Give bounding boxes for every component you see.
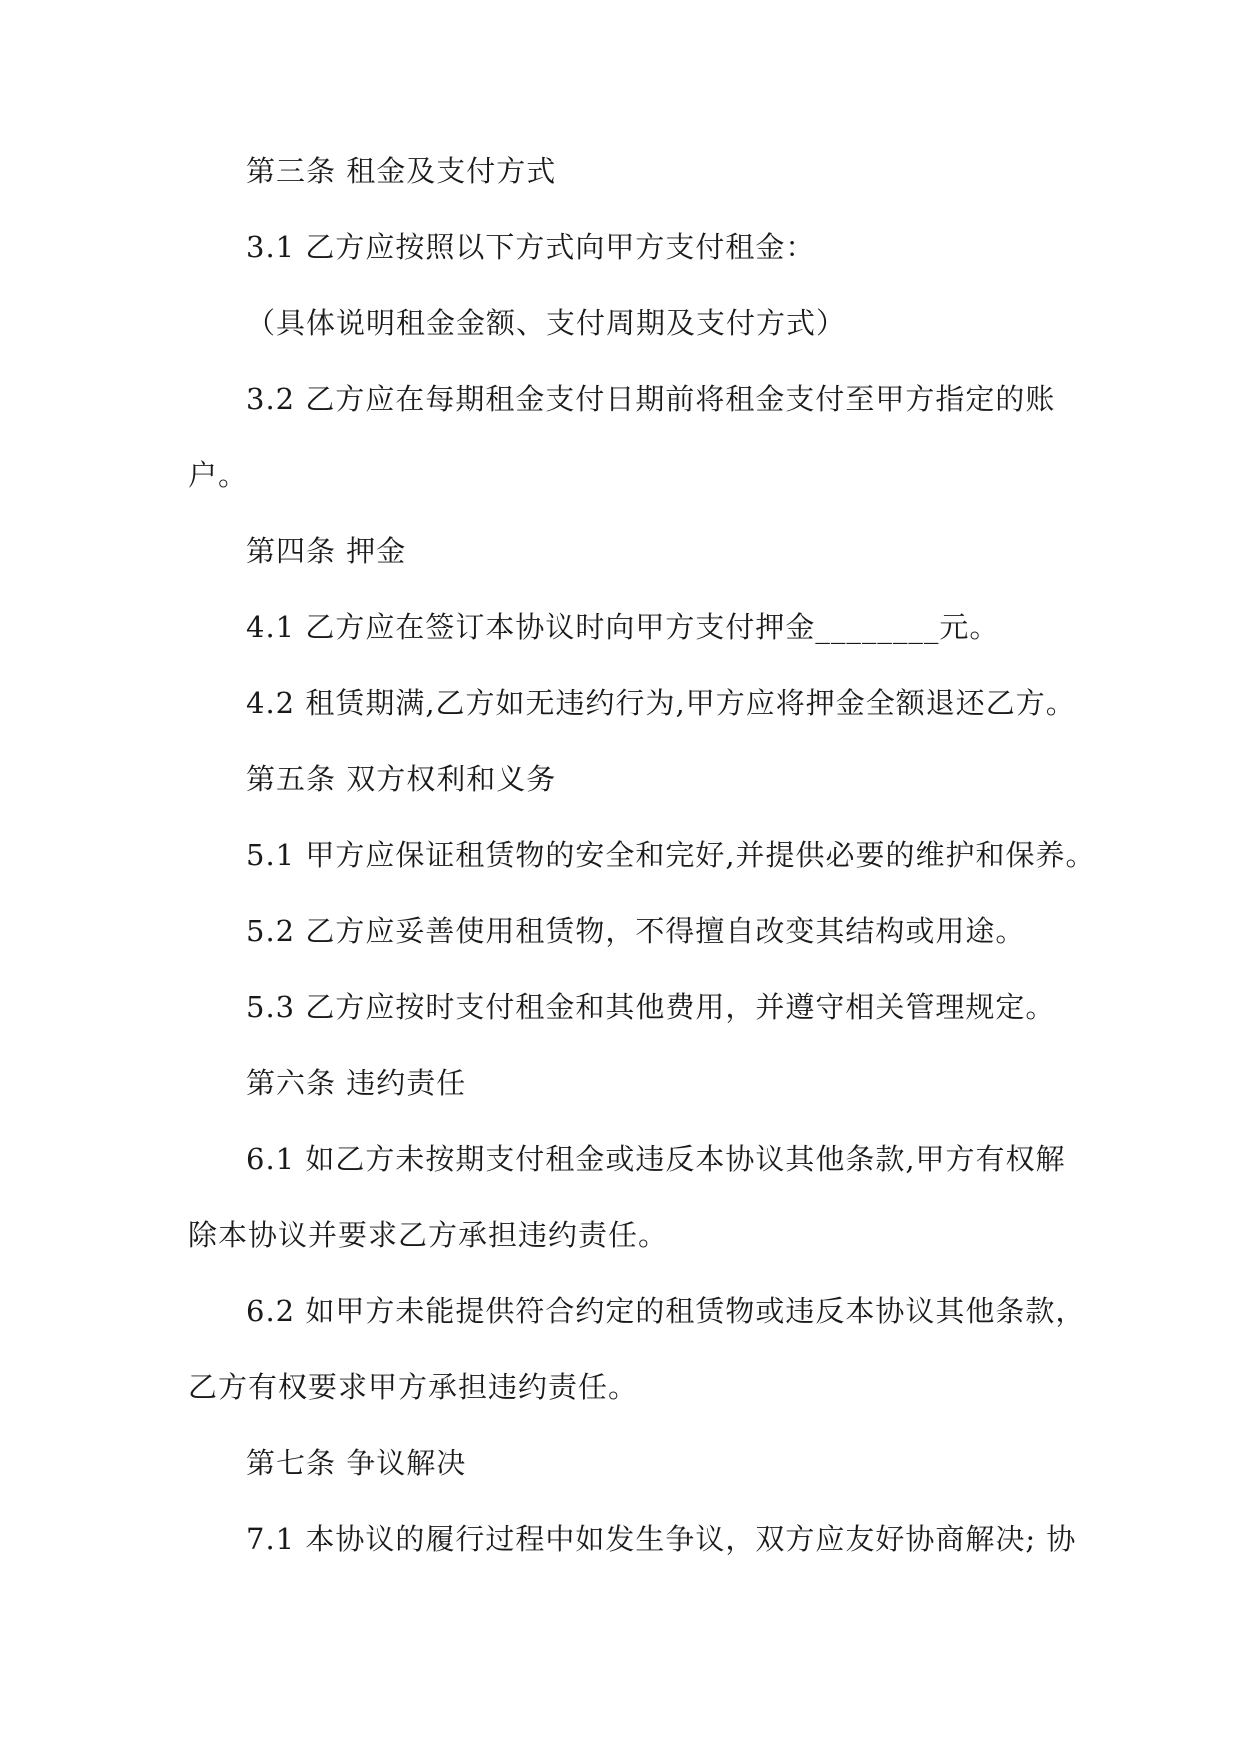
clause-3-2-line-1: 3.2 乙方应在每期租金支付日期前将租金支付至甲方指定的账 [246,382,1056,416]
clause-5-1: 5.1 甲方应保证租赁物的安全和完好,并提供必要的维护和保养。 [246,838,1096,872]
section-7-heading: 第七条 争议解决 [246,1446,467,1480]
clause-5-2: 5.2 乙方应妥善使用租赁物，不得擅自改变其结构或用途。 [246,914,1026,948]
section-3-heading: 第三条 租金及支付方式 [246,154,557,188]
clause-6-2-line-2: 乙方有权要求甲方承担违约责任。 [188,1370,639,1404]
clause-6-1-line-1: 6.1 如乙方未按期支付租金或违反本协议其他条款,甲方有权解 [246,1142,1066,1176]
clause-3-2-line-2: 户。 [188,458,249,492]
clause-4-1: 4.1 乙方应在签订本协议时向甲方支付押金________元。 [246,610,1000,644]
clause-3-1: 3.1 乙方应按照以下方式向甲方支付租金： [246,230,816,264]
clause-4-2: 4.2 租赁期满,乙方如无违约行为,甲方应将押金全额退还乙方。 [246,686,1076,720]
section-4-heading: 第四条 押金 [246,534,407,568]
clause-7-1-line-1: 7.1 本协议的履行过程中如发生争议，双方应友好协商解决; 协 [246,1522,1077,1556]
section-6-heading: 第六条 违约责任 [246,1066,467,1100]
clause-6-2-line-1: 6.2 如甲方未能提供符合约定的租赁物或违反本协议其他条款， [246,1294,1086,1328]
clause-3-1-note: （具体说明租金金额、支付周期及支付方式） [246,306,847,340]
section-5-heading: 第五条 双方权利和义务 [246,762,557,796]
clause-6-1-line-2: 除本协议并要求乙方承担违约责任。 [188,1218,669,1252]
clause-5-3: 5.3 乙方应按时支付租金和其他费用，并遵守相关管理规定。 [246,990,1056,1024]
